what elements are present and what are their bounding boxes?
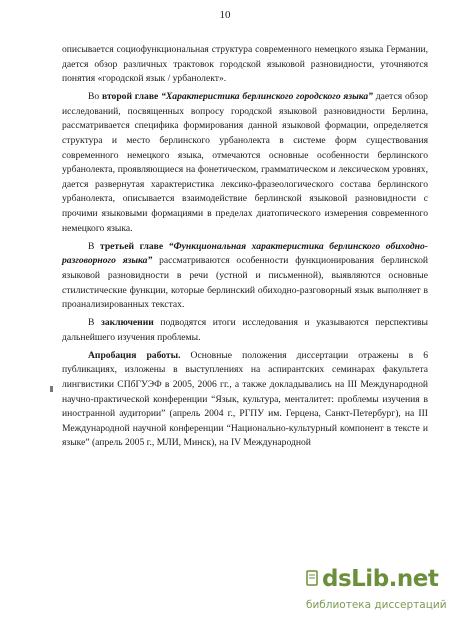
watermark-site: dsLib.net: [322, 566, 439, 592]
watermark-subtitle: библиотека диссертаций: [306, 599, 447, 611]
approbation-label: Апробация работы.: [88, 349, 181, 361]
page-number: 10: [219, 9, 231, 21]
paragraph-intro: В: [88, 240, 100, 252]
chapter-two-title: “Характеристика берлинского городского языка”: [158, 91, 373, 103]
paragraph-approbation: [62, 349, 428, 451]
paragraph-conclusion: [62, 316, 428, 345]
watermark: [306, 566, 446, 620]
paragraph-intro: В: [88, 317, 101, 329]
book-icon: [306, 570, 318, 586]
paragraph-text: дается обзор исследований, посвященных вопросу городской языковой разновидности Берлина, рассматривается специфика формирования данной языковой формации, определяется структура и место берлинского урбанолекта в системе форм существования современного немецкого языка, отмечаются основные особенности берлинского урбанолекта, проявляющиеся на фонетическом, грамматическом и лексическом уровнях, дается развернутая характеристика лексико-фразеологического состава берлинского урбанолекта, описывается взаимодействие берлинской языковой разновидности с прочими языковыми формациями в пределах диатопического измерения современного немецкого языка.: [62, 91, 428, 234]
paragraph-chapter-two: [62, 90, 428, 236]
paragraph-text: описывается социофункциональная структура современного немецкого языка Германии, дается обзор различных трактовок городской языковой разновидности, уточняются понятия «городской язык / урбанолект».: [62, 44, 428, 85]
paragraph-chapter-one-end: [62, 43, 428, 87]
chapter-two-label: второй главе: [102, 91, 159, 103]
paragraph-text: подводятся итоги исследования и указываются перспективы дальнейшего изучения проблемы.: [62, 317, 428, 343]
chapter-three-title: “Функциональная характеристика берлинского обиходно-разговорного языка”: [62, 240, 428, 267]
margin-mark: [50, 386, 53, 392]
paragraph-intro: Во: [88, 91, 102, 103]
chapter-three-label: третьей главе: [100, 240, 164, 252]
document-body: [62, 43, 428, 455]
paragraph-chapter-three: [62, 240, 428, 313]
paragraph-text: Основные положения диссертации отражены в 6 публикациях, изложены в выступлениях на аспирантских семинарах факультета лингвистики СПбГУЭФ в 2005, 2006 гг., а также докладывались на III Международной научно-практической конференции “Язык, культура, менталитет: проблемы изучения в иностранной аудитории” (апрель 2004 г., РГПУ им. Герцена, Санкт-Петербург), на III Международной научной конференции “Национально-культурный компонент в тексте и языке” (апрель 2005 г., МЛИ, Минск), на IV Международной: [62, 349, 428, 449]
paragraph-text: рассматриваются особенности функционирования берлинской языковой разновидности в речи (устной и письменной), выявляются основные стилистические функции, которые берлинский обиходно-разговорный язык выполняет в проанализированных текстах.: [62, 255, 428, 311]
conclusion-label: заключении: [100, 317, 154, 329]
